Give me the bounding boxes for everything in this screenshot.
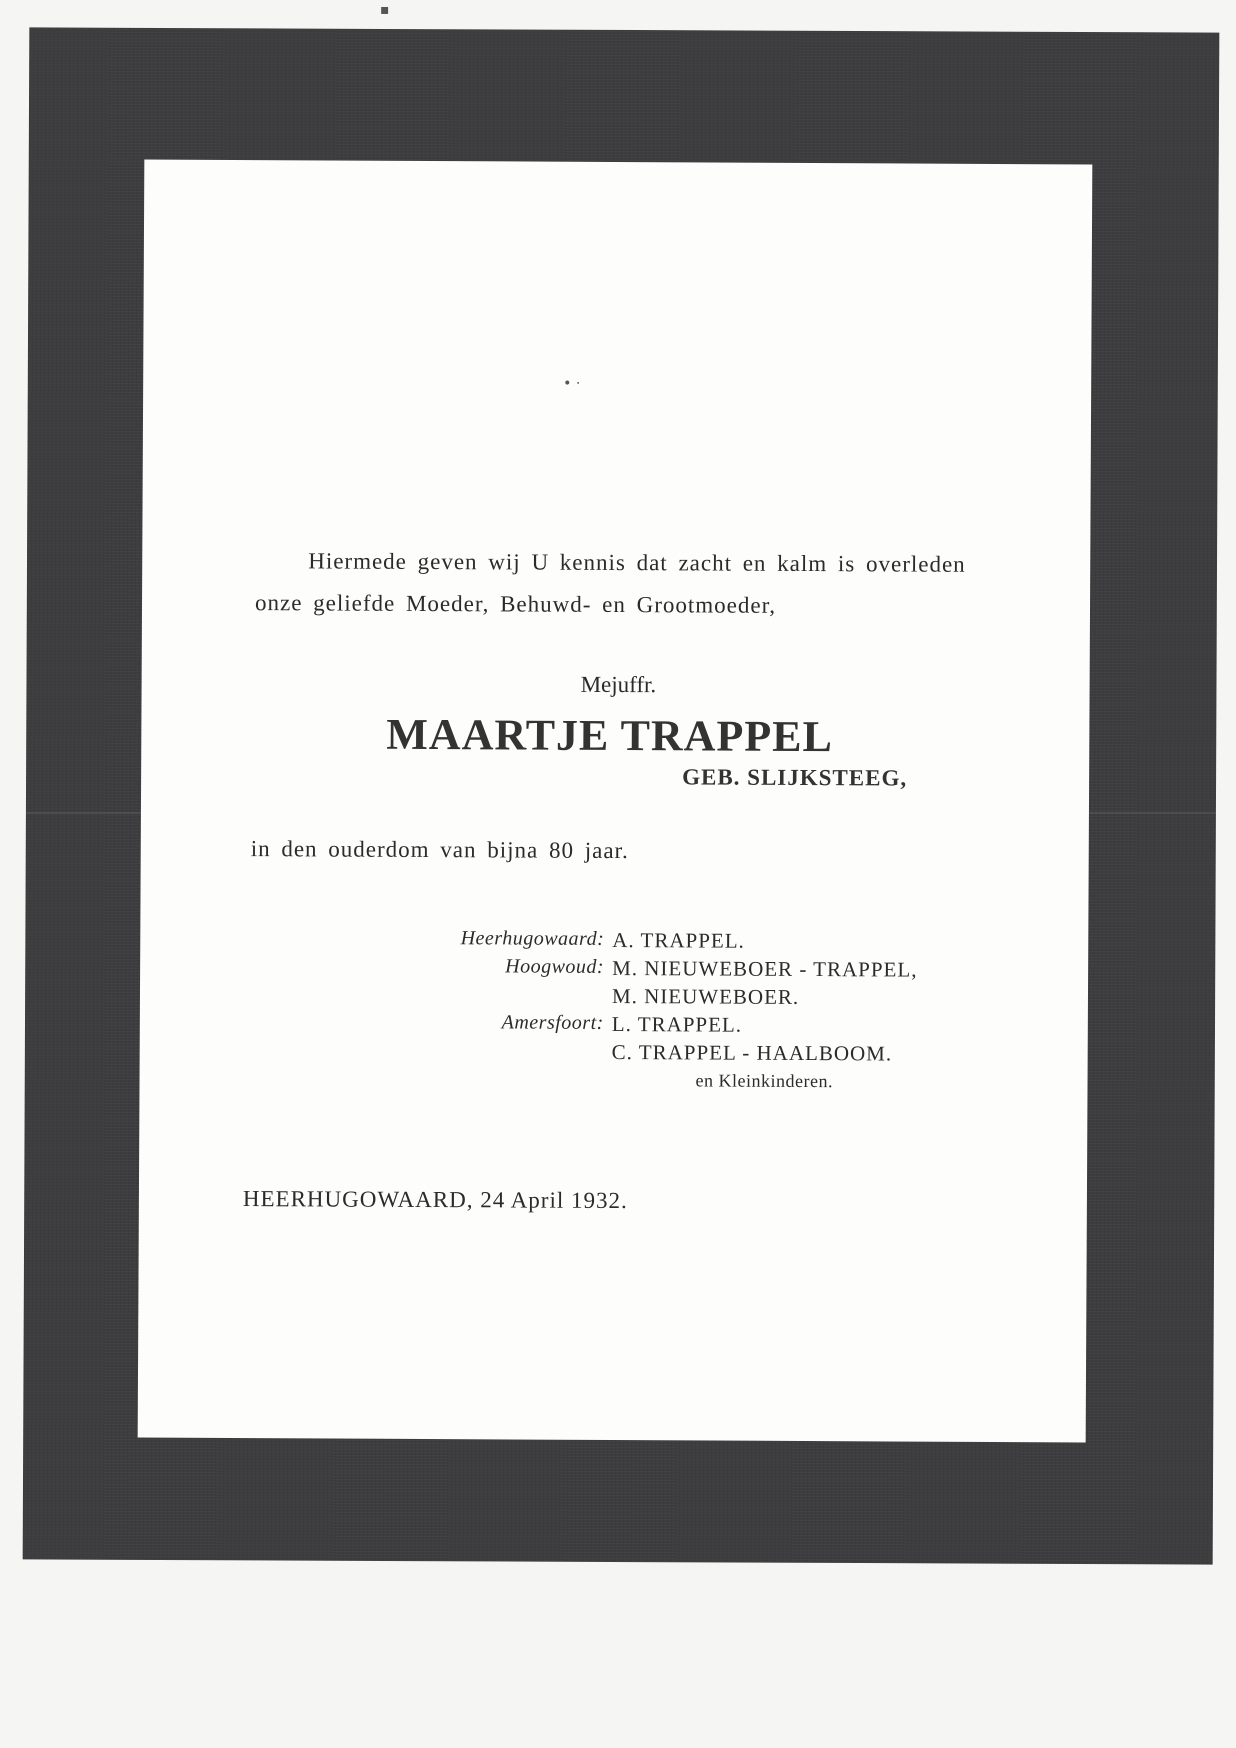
age-line: in den ouderdom van bijna 80 jaar. bbox=[250, 836, 629, 864]
survivor-place: Hoogwoud: bbox=[505, 955, 605, 978]
survivor-name: M. NIEUWEBOER. bbox=[611, 983, 800, 1009]
intro-line-2: onze geliefde Moeder, Behuwd- en Grootmoeder, bbox=[254, 590, 777, 618]
survivor-place: Amersfoort: bbox=[501, 1011, 604, 1034]
survivor-name: L. TRAPPEL. bbox=[611, 1011, 743, 1037]
maiden-name: GEB. SLIJKSTEEG, bbox=[682, 764, 908, 791]
survivor-name: A. TRAPPEL. bbox=[612, 927, 745, 953]
dateline: HEERHUGOWAARD, 24 April 1932. bbox=[242, 1186, 628, 1214]
paper-speck: ▪ bbox=[380, 2, 390, 18]
survivor-name: M. NIEUWEBOER - TRAPPEL, bbox=[612, 955, 918, 982]
survivor-place: Heerhugowaard: bbox=[460, 927, 605, 950]
title-prefix: Mejuffr. bbox=[580, 671, 657, 698]
announcement-card bbox=[138, 160, 1093, 1443]
intro-line-1: Hiermede geven wij U kennis dat zacht en kalm is overleden bbox=[308, 548, 966, 577]
card-speck: • · bbox=[563, 375, 581, 392]
grandchildren-line: en Kleinkinderen. bbox=[695, 1070, 834, 1092]
deceased-name: MAARTJE TRAPPEL bbox=[386, 709, 834, 762]
survivor-name: C. TRAPPEL - HAALBOOM. bbox=[611, 1039, 893, 1066]
